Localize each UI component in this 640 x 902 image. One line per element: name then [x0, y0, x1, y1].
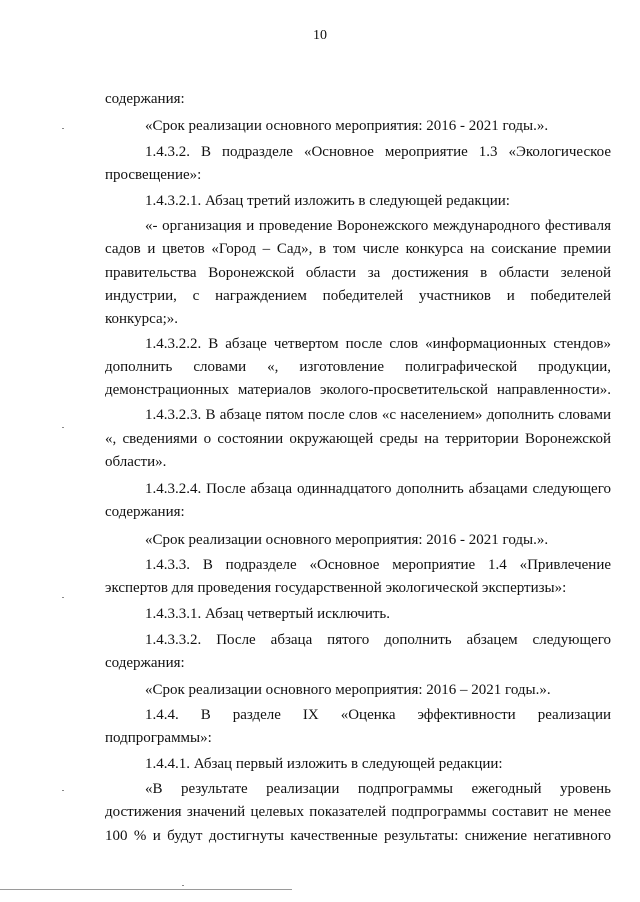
text-line: 1.4.3.2.1. Абзац третий изложить в следующей редакции:: [145, 193, 510, 209]
text-line: достижения значений целевых показателей подпрограммы составит не менее: [105, 804, 611, 820]
text-line: конкурса;».: [105, 311, 179, 327]
scan-mark: [62, 597, 64, 598]
text-line: содержания:: [105, 91, 185, 107]
text-line: области».: [105, 454, 167, 470]
text-line: индустрии, с награждением победителей участников и победителей: [105, 288, 611, 304]
text-line: демонстрационных материалов эколого-просветительской направленности».: [105, 382, 611, 398]
text-line: содержания:: [105, 655, 185, 671]
text-line: садов и цветов «Город – Сад», в том числе конкурса на соискание премии: [105, 241, 611, 257]
text-line: дополнить словами «, изготовление полиграфической продукции,: [105, 359, 611, 375]
text-line: 1.4.3.3.1. Абзац четвертый исключить.: [145, 606, 390, 622]
scan-mark: [62, 128, 64, 129]
text-line: 1.4.4.1. Абзац первый изложить в следующей редакции:: [145, 756, 503, 772]
text-line: 1.4.4. В разделе IX «Оценка эффективности реализации: [145, 707, 611, 723]
text-line: содержания:: [105, 504, 185, 520]
text-line: правительства Воронежской области за достижения в области зеленой: [105, 265, 611, 281]
text-line: экспертов для проведения государственной экологической экспертизы»:: [105, 580, 567, 596]
scan-edge-line: [0, 889, 292, 890]
scan-mark: [62, 427, 64, 428]
scan-mark: [62, 790, 64, 791]
text-line: «Срок реализации основного мероприятия: 2016 – 2021 годы.».: [145, 682, 551, 698]
text-line: «- организация и проведение Воронежского международного фестиваля: [145, 218, 611, 234]
text-line: «Срок реализации основного мероприятия: 2016 - 2021 годы.».: [145, 118, 549, 134]
text-line: 1.4.3.2.4. После абзаца одиннадцатого дополнить абзацами следующего: [145, 481, 611, 497]
text-line: 1.4.3.2. В подразделе «Основное мероприятие 1.3 «Экологическое: [145, 144, 611, 160]
text-line: «В результате реализации подпрограммы ежегодный уровень: [145, 781, 611, 797]
page-number: 10: [313, 28, 327, 43]
text-line: 1.4.3.3.2. После абзаца пятого дополнить абзацем следующего: [145, 632, 611, 648]
text-line: просвещение»:: [105, 167, 202, 183]
text-line: «, сведениями о состоянии окружающей среды на территории Воронежской: [105, 431, 611, 447]
text-line: 1.4.3.2.2. В абзаце четвертом после слов «информационных стендов»: [145, 336, 611, 352]
text-line: «Срок реализации основного мероприятия: 2016 - 2021 годы.».: [145, 532, 549, 548]
text-line: подпрограммы»:: [105, 730, 212, 746]
scan-mark: [182, 885, 184, 886]
text-line: 1.4.3.3. В подразделе «Основное мероприятие 1.4 «Привлечение: [145, 557, 611, 573]
text-line: 1.4.3.2.3. В абзаце пятом после слов «с населением» дополнить словами: [145, 407, 611, 423]
text-line: 100 % и будут достигнуты качественные результаты: снижение негативного: [105, 828, 611, 844]
